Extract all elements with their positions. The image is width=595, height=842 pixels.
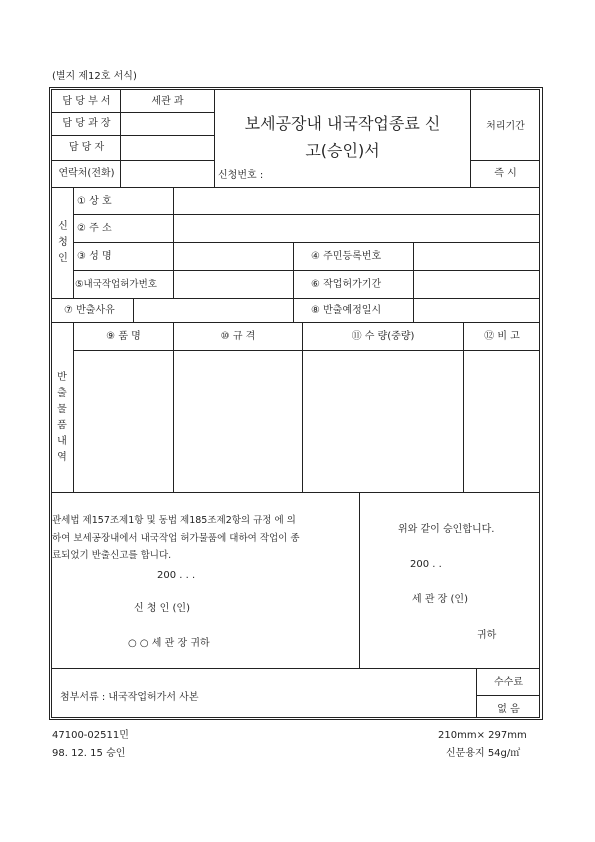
resident-number-label: ④ 주민등록번호	[311, 251, 382, 262]
trade-name-label: ① 상 호	[77, 196, 112, 207]
item-quantity-header: ⑪ 수 량(중량)	[351, 331, 415, 342]
person-in-charge-label: 담 당 자	[68, 142, 105, 153]
processing-period-label: 처리기간	[486, 121, 525, 132]
item-name-header: ⑨ 품 명	[106, 331, 141, 342]
processing-period-value: 즉 시	[494, 168, 517, 179]
return-reason-label: ⑦ 반출사유	[64, 305, 115, 316]
work-permit-number-label: ⑤내국작업허가번호	[75, 279, 157, 290]
approval-customs-chief: 세 관 장 (인)	[412, 594, 468, 605]
work-permit-period-label: ⑥ 작업허가기간	[311, 279, 382, 290]
section-chief-label: 담 당 과 장	[62, 118, 111, 129]
form-title-line2: 고(승인)서	[305, 141, 380, 160]
approval-addressee: 귀하	[477, 630, 497, 641]
declaration-applicant-signature: 신 청 인 (인)	[134, 603, 190, 614]
declaration-addressee: ○ ○ 세 관 장 귀하	[128, 638, 210, 649]
attachment-label: 첨부서류 : 내국작업허가서 사본	[60, 692, 199, 703]
form-inner-frame	[51, 89, 540, 718]
form-approval-date: 98. 12. 15 승인	[52, 748, 126, 759]
dept-label: 담 당 부 서	[62, 96, 111, 107]
item-remarks-header: ⑫ 비 고	[484, 331, 520, 342]
declaration-line2: 하여 보세공장내에서 내국작업 허가물품에 대하여 작업이 종	[52, 533, 300, 544]
applicant-section-text: 신청인	[58, 221, 68, 264]
form-number-label: (별지 제12호 서식)	[52, 71, 137, 82]
paper-type: 신문용지 54g/㎡	[446, 748, 521, 759]
address-label: ② 주 소	[77, 223, 112, 234]
approval-date: 200 . .	[410, 559, 442, 570]
paper-size: 210mm× 297mm	[438, 730, 527, 741]
name-label: ③ 성 명	[77, 251, 112, 262]
items-section-text: 반출물품내역	[57, 372, 67, 463]
planned-return-date-label: ⑧ 반출예정일시	[311, 305, 382, 316]
items-section-label	[55, 370, 69, 466]
application-number-label: 신청번호 :	[218, 170, 264, 181]
declaration-date: 200 . . .	[157, 570, 196, 581]
declaration-line1: 관세법 제157조제1항 및 동법 제185조제2항의 규정 에 의	[52, 515, 296, 526]
form-title-line1: 보세공장내 내국작업종료 신	[244, 114, 441, 133]
declaration-line3: 료되었기 반출신고를 합니다.	[52, 550, 172, 561]
contact-label: 연락처(전화)	[58, 168, 115, 179]
form-code: 47100-02511민	[52, 730, 129, 741]
item-spec-header: ⑩ 규 격	[220, 331, 256, 342]
applicant-section-label	[56, 219, 70, 267]
dept-value: 세관 과	[151, 96, 184, 107]
fee-label: 수수료	[494, 677, 523, 688]
fee-value: 없 음	[497, 704, 520, 715]
approval-statement: 위와 같이 승인합니다.	[398, 524, 495, 535]
